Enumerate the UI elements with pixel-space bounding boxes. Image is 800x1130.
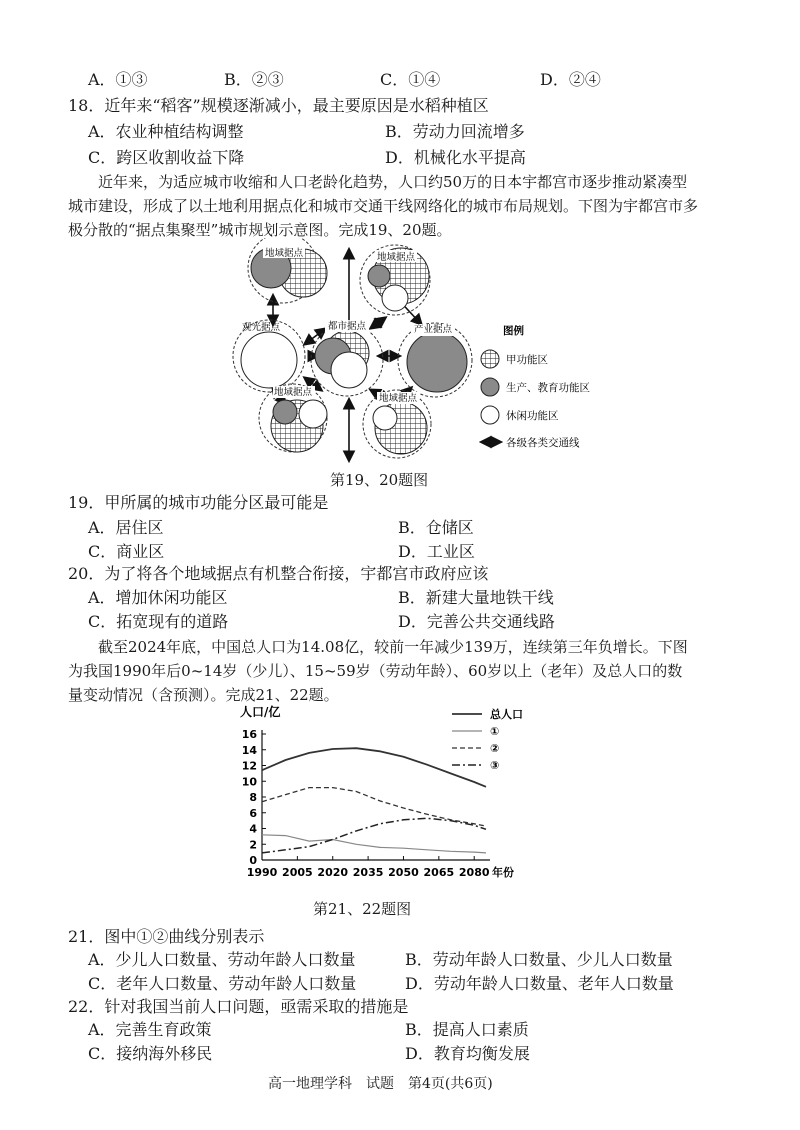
y-tick-label: 8 bbox=[249, 791, 257, 804]
legend-label-2: ② bbox=[490, 742, 500, 755]
node-top-right bbox=[360, 245, 430, 315]
legend-title: 图例 bbox=[503, 325, 524, 337]
q21-option-d: D．劳动年龄人口数量、老年人口数量 bbox=[405, 974, 674, 993]
passage2-line2: 为我国1990年后0~14岁（少儿）、15~59岁（劳动年龄）、60岁以上（老年）及总人口的数 bbox=[68, 662, 683, 680]
node-bottom-right bbox=[363, 390, 431, 458]
q17-option-c: C．①④ bbox=[380, 70, 441, 89]
node-bottom-right-label: 地域据点 bbox=[378, 393, 418, 404]
y-tick-label: 14 bbox=[241, 743, 257, 757]
passage1-line1: 近年来，为适应城市收缩和人口老龄化趋势，人口约50万的日本宇都宫市逐步推动紧凑型 bbox=[98, 173, 688, 191]
q22-option-d: D．教育均衡发展 bbox=[405, 1044, 530, 1063]
node-bottom-left-label: 地域据点 bbox=[273, 387, 313, 398]
x-tick-label: 2035 bbox=[352, 866, 384, 879]
y-tick-label: 16 bbox=[241, 728, 257, 741]
fig2-caption: 第21、22题图 bbox=[313, 900, 412, 918]
passage2-line3: 量变动情况（含预测）。完成21、22题。 bbox=[68, 686, 339, 704]
q21-option-a: A．少儿人口数量、劳动年龄人口数量 bbox=[88, 950, 356, 969]
fig1-caption: 第19、20题图 bbox=[330, 471, 429, 489]
q19-stem: 19．甲所属的城市功能分区最可能是 bbox=[68, 493, 329, 512]
q17-option-a: A．①③ bbox=[88, 70, 148, 89]
q22-option-a: A．完善生育政策 bbox=[88, 1020, 212, 1039]
node-right bbox=[398, 323, 472, 397]
passage1-line3: 极分散的“据点集聚型”城市规划示意图。完成19、20题。 bbox=[68, 221, 452, 239]
x-tick-label: 1990 bbox=[246, 866, 278, 879]
q17-option-b: B．②③ bbox=[224, 70, 284, 89]
y-tick-label: 12 bbox=[241, 759, 257, 773]
transport-line bbox=[371, 318, 385, 328]
q20-option-b: B．新建大量地铁干线 bbox=[398, 588, 554, 607]
q21-option-b: B．劳动年龄人口数量、少儿人口数量 bbox=[405, 950, 673, 969]
q18-option-b: B．劳动力回流增多 bbox=[385, 122, 525, 141]
y-axis-label: 人口/亿 bbox=[240, 705, 281, 719]
node-left-label: 观光据点 bbox=[241, 322, 281, 333]
q19-option-a: A．居住区 bbox=[88, 518, 164, 537]
q18-option-d: D．机械化水平提高 bbox=[385, 148, 526, 167]
q19-option-c: C．商业区 bbox=[88, 542, 165, 561]
x-tick-label: 2020 bbox=[317, 866, 349, 879]
legend-jia: 甲功能区 bbox=[506, 354, 548, 366]
series-line-1 bbox=[262, 835, 486, 853]
x-tick-label: 2050 bbox=[388, 866, 419, 879]
y-tick-label: 10 bbox=[241, 775, 257, 789]
q22-option-c: C．接纳海外移民 bbox=[88, 1044, 213, 1063]
q22-stem: 22．针对我国当前人口问题，亟需采取的措施是 bbox=[68, 997, 409, 1016]
legend-transport: 各级各类交通线 bbox=[506, 437, 580, 449]
series-line-total bbox=[262, 748, 486, 787]
series-line-3 bbox=[262, 818, 486, 853]
x-tick-label: 2080 bbox=[458, 866, 490, 879]
q18-option-c: C．跨区收割收益下降 bbox=[88, 148, 245, 167]
y-tick-label: 2 bbox=[249, 838, 257, 852]
q17-option-d: D．②④ bbox=[540, 70, 601, 89]
x-tick-label: 2005 bbox=[282, 866, 313, 879]
q20-option-a: A．增加休闲功能区 bbox=[88, 588, 228, 607]
legend-label-3: ③ bbox=[490, 759, 500, 772]
q18-stem: 18．近年来“稻客”规模逐渐减小，最主要原因是水稻种植区 bbox=[68, 96, 489, 115]
node-center-label: 都市据点 bbox=[327, 321, 367, 332]
q19-option-b: B．仓储区 bbox=[398, 518, 474, 537]
city-plan-diagram bbox=[225, 238, 625, 470]
population-chart bbox=[228, 700, 558, 896]
legend bbox=[481, 324, 590, 449]
node-top-left bbox=[248, 238, 327, 303]
q18-option-a: A．农业种植结构调整 bbox=[88, 122, 244, 141]
q21-stem: 21．图中①②曲线分别表示 bbox=[68, 927, 265, 946]
q22-option-b: B．提高人口素质 bbox=[405, 1020, 529, 1039]
legend-label-1: ① bbox=[490, 725, 500, 738]
page-footer: 高一地理学科 试题 第4页(共6页) bbox=[268, 1076, 493, 1092]
node-right-label: 产业据点 bbox=[413, 324, 453, 335]
node-left bbox=[233, 320, 305, 392]
x-axis-label: 年份 bbox=[492, 866, 514, 879]
y-tick-label: 6 bbox=[249, 806, 257, 820]
node-top-right-label: 地域据点 bbox=[376, 252, 416, 263]
passage1-line2: 城市建设，形成了以土地利用据点化和城市交通干线网络化的城市布局规划。下图为宇都宫市多 bbox=[68, 197, 699, 215]
legend-label-0: 总人口 bbox=[490, 708, 523, 721]
legend-leisure: 休闲功能区 bbox=[506, 410, 559, 422]
q20-stem: 20．为了将各个地域据点有机整合衔接，宇都宫市政府应该 bbox=[68, 564, 489, 583]
q20-option-c: C．拓宽现有的道路 bbox=[88, 612, 229, 631]
node-top-left-label: 地域据点 bbox=[264, 248, 304, 259]
q20-option-d: D．完善公共交通线路 bbox=[398, 612, 555, 631]
q19-option-d: D．工业区 bbox=[398, 542, 475, 561]
y-tick-label: 0 bbox=[249, 854, 257, 867]
legend-production: 生产、教育功能区 bbox=[506, 382, 590, 394]
q21-option-c: C．老年人口数量、劳动年龄人口数量 bbox=[88, 974, 357, 993]
y-tick-label: 4 bbox=[249, 822, 257, 836]
node-bottom-left bbox=[259, 384, 327, 452]
x-tick-label: 2065 bbox=[423, 866, 455, 879]
passage2-line1: 截至2024年底，中国总人口为14.08亿，较前一年减少139万，连续第三年负增长。下图 bbox=[98, 638, 688, 656]
